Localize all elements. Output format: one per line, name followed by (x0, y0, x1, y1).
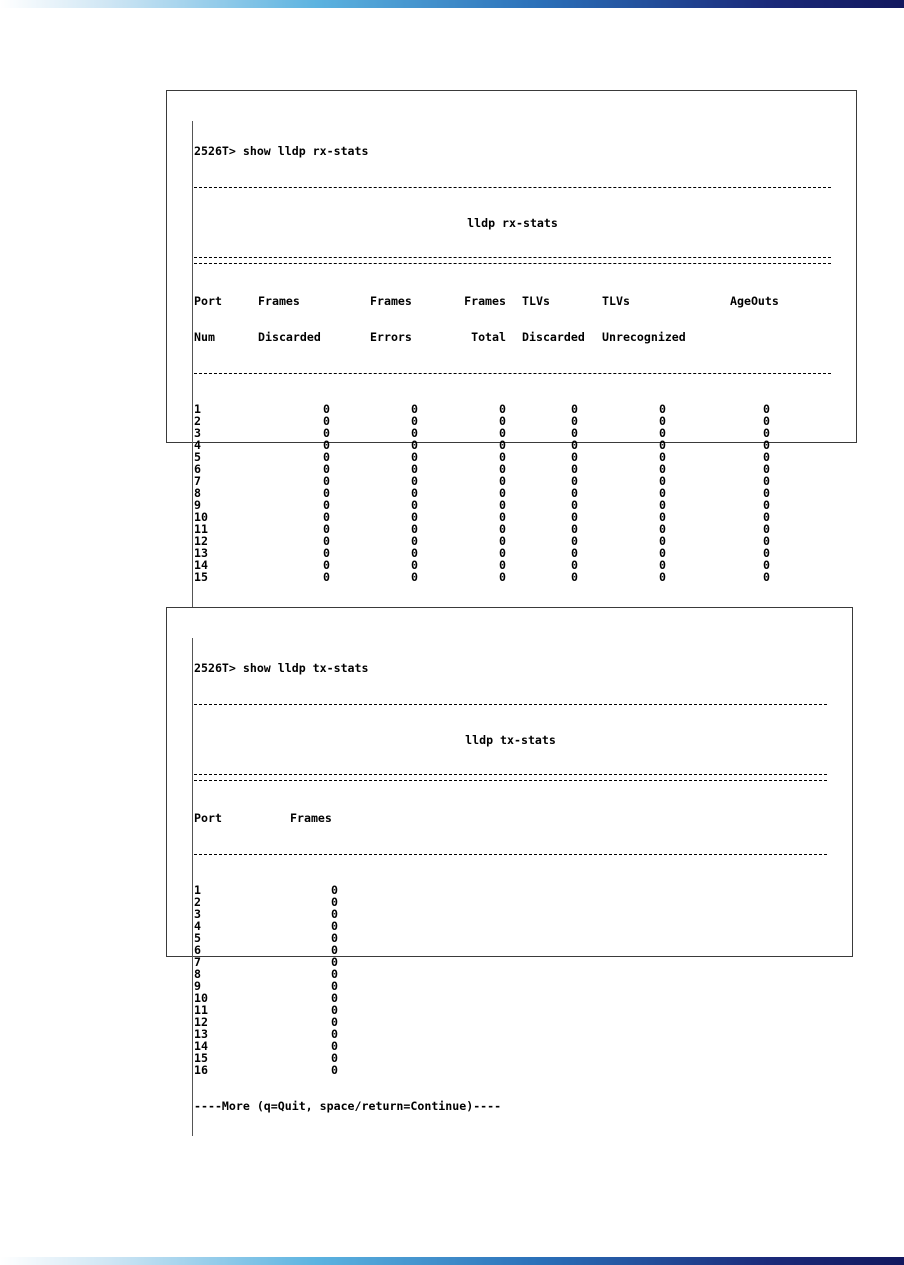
rx-cell-value: 0 (411, 510, 418, 524)
tx-cell-port: 11 (194, 1003, 208, 1017)
rx-cell-port: 14 (194, 558, 208, 572)
rx-cell-value: 0 (323, 414, 330, 428)
tx-cell-frames: 0 (331, 991, 338, 1005)
rx-stats-screenshot (166, 90, 857, 584)
rx-command-line: 2526T> show lldp rx-stats (194, 144, 369, 158)
tx-cell-port: 3 (194, 907, 201, 921)
rx-table-row (194, 439, 831, 451)
rx-cell-port: 2 (194, 414, 201, 428)
rx-table-row (194, 511, 831, 523)
tx-cell-port: 7 (194, 955, 201, 969)
rx-table-row (194, 475, 831, 487)
rx-table-row (194, 463, 831, 475)
tx-cell-frames: 0 (331, 895, 338, 909)
rx-cell-value: 0 (659, 558, 666, 572)
tx-table-row (194, 992, 827, 1004)
tx-cell-frames: 0 (331, 1015, 338, 1029)
rx-cell-value: 0 (323, 462, 330, 476)
rx-cell-value: 0 (411, 498, 418, 512)
rx-table-row (194, 403, 831, 415)
tx-cell-port: 13 (194, 1027, 208, 1041)
tx-cell-port: 10 (194, 991, 208, 1005)
rx-cell-value: 0 (763, 414, 770, 428)
tx-rule-double (194, 770, 827, 788)
rx-cell-value: 0 (571, 462, 578, 476)
rx-cell-value: 0 (323, 426, 330, 440)
rx-cell-value: 0 (411, 438, 418, 452)
rx-cell-value: 0 (323, 522, 330, 536)
rx-cell-value: 0 (411, 570, 418, 584)
tx-cell-frames: 0 (331, 955, 338, 969)
rx-cell-port: 4 (194, 438, 201, 452)
rx-table-row (194, 523, 831, 535)
tx-stats-screenshot (166, 607, 853, 1113)
tx-table-row (194, 908, 827, 920)
rx-table-row (194, 427, 831, 439)
rx-cell-value: 0 (659, 402, 666, 416)
rx-cell-value: 0 (323, 450, 330, 464)
tx-table-row (194, 884, 827, 896)
rx-cell-value: 0 (763, 522, 770, 536)
rx-cell-value: 0 (659, 546, 666, 560)
rx-cell-value: 0 (411, 534, 418, 548)
tx-cell-frames: 0 (331, 931, 338, 945)
tx-cell-port: 4 (194, 919, 201, 933)
tx-cell-frames: 0 (331, 943, 338, 957)
rx-header-frames-total: Frames (464, 294, 506, 308)
rx-cell-value: 0 (571, 510, 578, 524)
rx-cell-value: 0 (571, 450, 578, 464)
rx-header-unrecognized: Unrecognized (602, 330, 686, 344)
rx-cell-value: 0 (499, 426, 506, 440)
rx-table-row (194, 451, 831, 463)
tx-table-title: lldp tx-stats (465, 733, 556, 747)
rx-cell-value: 0 (763, 474, 770, 488)
rx-header-ageouts: AgeOuts (730, 294, 779, 308)
tx-cell-frames: 0 (331, 1063, 338, 1077)
tx-cell-frames: 0 (331, 1003, 338, 1017)
rx-table-row (194, 487, 831, 499)
rx-cell-port: 5 (194, 450, 201, 464)
rx-table-row (194, 535, 831, 547)
tx-cell-port: 16 (194, 1063, 208, 1077)
tx-more-prompt: ----More (q=Quit, space/return=Continue)---- (194, 1099, 502, 1113)
rx-rule-top (194, 181, 831, 193)
tx-header-frames: Frames (290, 811, 332, 825)
rx-table-title: lldp rx-stats (467, 216, 558, 230)
tx-cell-port: 1 (194, 883, 201, 897)
tx-cell-port: 8 (194, 967, 201, 981)
rx-cell-value: 0 (411, 546, 418, 560)
rx-cell-port: 9 (194, 498, 201, 512)
tx-table-row (194, 920, 827, 932)
rx-cell-value: 0 (411, 450, 418, 464)
rx-cell-value: 0 (763, 402, 770, 416)
tx-cell-frames: 0 (331, 1051, 338, 1065)
tx-table-body (194, 884, 827, 1076)
rx-cell-value: 0 (499, 474, 506, 488)
tx-table-row (194, 932, 827, 944)
footer-gradient-band (0, 1257, 904, 1265)
rx-cell-value: 0 (323, 510, 330, 524)
tx-cell-port: 12 (194, 1015, 208, 1029)
rx-header-row-1 (194, 295, 831, 307)
rx-cell-value: 0 (411, 426, 418, 440)
rx-cell-value: 0 (763, 462, 770, 476)
rx-cell-value: 0 (499, 486, 506, 500)
rx-cell-value: 0 (411, 474, 418, 488)
rx-cell-value: 0 (571, 546, 578, 560)
header-gradient-band (0, 0, 904, 8)
rx-cell-value: 0 (763, 558, 770, 572)
rx-cell-value: 0 (499, 438, 506, 452)
rx-cell-value: 0 (571, 474, 578, 488)
tx-cell-frames: 0 (331, 1027, 338, 1041)
rx-cell-value: 0 (571, 534, 578, 548)
tx-table-row (194, 1064, 827, 1076)
tx-cell-frames: 0 (331, 1039, 338, 1053)
rx-cell-value: 0 (499, 462, 506, 476)
rx-cell-value: 0 (499, 510, 506, 524)
rx-cell-value: 0 (499, 402, 506, 416)
rx-cell-value: 0 (659, 510, 666, 524)
tx-cell-port: 2 (194, 895, 201, 909)
rx-cell-value: 0 (499, 558, 506, 572)
rx-cell-value: 0 (571, 522, 578, 536)
rx-cell-value: 0 (763, 570, 770, 584)
tx-table-row (194, 1004, 827, 1016)
tx-table-row (194, 944, 827, 956)
tx-table-row (194, 1016, 827, 1028)
tx-cell-port: 6 (194, 943, 201, 957)
rx-cell-value: 0 (499, 534, 506, 548)
tx-cell-frames: 0 (331, 919, 338, 933)
rx-header-port: Port (194, 294, 222, 308)
rx-header-num: Num (194, 330, 215, 344)
rx-header-row-2 (194, 331, 831, 343)
rx-terminal-output (192, 121, 831, 643)
rx-cell-value: 0 (323, 546, 330, 560)
rx-header-total: Total (471, 330, 506, 344)
rx-cell-value: 0 (411, 486, 418, 500)
rx-cell-value: 0 (659, 414, 666, 428)
tx-cell-frames: 0 (331, 979, 338, 993)
rx-cell-value: 0 (763, 534, 770, 548)
rx-cell-value: 0 (763, 486, 770, 500)
rx-cell-value: 0 (571, 486, 578, 500)
rx-cell-port: 6 (194, 462, 201, 476)
rx-cell-value: 0 (763, 498, 770, 512)
tx-header-port: Port (194, 811, 222, 825)
rx-cell-port: 8 (194, 486, 201, 500)
rx-cell-value: 0 (323, 438, 330, 452)
tx-header-row (194, 812, 827, 824)
rx-cell-value: 0 (323, 570, 330, 584)
rx-cell-port: 1 (194, 402, 201, 416)
tx-command-line: 2526T> show lldp tx-stats (194, 661, 369, 675)
rx-cell-value: 0 (763, 438, 770, 452)
rx-cell-value: 0 (411, 414, 418, 428)
rx-cell-value: 0 (571, 426, 578, 440)
rx-table-row (194, 559, 831, 571)
rx-cell-value: 0 (659, 462, 666, 476)
rx-cell-value: 0 (571, 558, 578, 572)
rx-cell-value: 0 (659, 534, 666, 548)
rx-cell-value: 0 (499, 522, 506, 536)
rx-rule-double (194, 253, 831, 271)
tx-table-row (194, 896, 827, 908)
tx-cell-port: 15 (194, 1051, 208, 1065)
rx-cell-value: 0 (499, 450, 506, 464)
rx-cell-value: 0 (499, 414, 506, 428)
tx-rule-top (194, 698, 827, 710)
rx-cell-value: 0 (411, 462, 418, 476)
rx-cell-value: 0 (411, 402, 418, 416)
rx-cell-value: 0 (571, 498, 578, 512)
rx-cell-port: 12 (194, 534, 208, 548)
rx-cell-value: 0 (499, 546, 506, 560)
rx-cell-port: 15 (194, 570, 208, 584)
rx-cell-port: 10 (194, 510, 208, 524)
tx-cell-port: 14 (194, 1039, 208, 1053)
rx-table-row (194, 415, 831, 427)
rx-cell-value: 0 (659, 450, 666, 464)
tx-table-row (194, 1028, 827, 1040)
rx-header-frames-errors: Frames (370, 294, 412, 308)
rx-table-row (194, 571, 831, 583)
rx-cell-value: 0 (659, 426, 666, 440)
tx-table-row (194, 1052, 827, 1064)
tx-cell-port: 5 (194, 931, 201, 945)
rx-cell-value: 0 (763, 450, 770, 464)
rx-cell-value: 0 (571, 414, 578, 428)
rx-cell-value: 0 (763, 546, 770, 560)
tx-table-row (194, 1040, 827, 1052)
rx-cell-value: 0 (323, 498, 330, 512)
rx-cell-value: 0 (411, 558, 418, 572)
tx-terminal-output (192, 638, 827, 1136)
rx-cell-value: 0 (659, 570, 666, 584)
tx-cell-frames: 0 (331, 883, 338, 897)
rx-cell-value: 0 (659, 438, 666, 452)
tx-cell-port: 9 (194, 979, 201, 993)
rx-cell-value: 0 (659, 498, 666, 512)
rx-cell-value: 0 (659, 474, 666, 488)
tx-table-row (194, 980, 827, 992)
rx-cell-value: 0 (323, 558, 330, 572)
rx-cell-value: 0 (571, 570, 578, 584)
rx-header-frames-discarded: Frames (258, 294, 300, 308)
rx-cell-value: 0 (571, 402, 578, 416)
rx-table-body (194, 403, 831, 583)
tx-cell-frames: 0 (331, 967, 338, 981)
tx-table-row (194, 956, 827, 968)
rx-rule-header (194, 367, 831, 379)
rx-cell-port: 3 (194, 426, 201, 440)
rx-cell-value: 0 (659, 486, 666, 500)
rx-header-errors: Errors (370, 330, 412, 344)
rx-cell-value: 0 (659, 522, 666, 536)
rx-table-row (194, 547, 831, 559)
rx-cell-value: 0 (323, 534, 330, 548)
rx-cell-value: 0 (499, 498, 506, 512)
rx-header-tlvs-discarded: TLVs (522, 294, 550, 308)
rx-header-tlvs-unrecognized: TLVs (602, 294, 630, 308)
rx-header-tlv-discarded: Discarded (522, 330, 585, 344)
tx-cell-frames: 0 (331, 907, 338, 921)
rx-cell-value: 0 (323, 486, 330, 500)
rx-cell-value: 0 (323, 474, 330, 488)
rx-cell-value: 0 (571, 438, 578, 452)
rx-cell-value: 0 (763, 510, 770, 524)
rx-header-discarded: Discarded (258, 330, 321, 344)
rx-cell-port: 7 (194, 474, 201, 488)
rx-cell-value: 0 (323, 402, 330, 416)
rx-table-row (194, 499, 831, 511)
rx-cell-value: 0 (499, 570, 506, 584)
rx-cell-port: 13 (194, 546, 208, 560)
rx-cell-value: 0 (763, 426, 770, 440)
tx-rule-header (194, 848, 827, 860)
rx-cell-port: 11 (194, 522, 208, 536)
rx-cell-value: 0 (411, 522, 418, 536)
tx-table-row (194, 968, 827, 980)
